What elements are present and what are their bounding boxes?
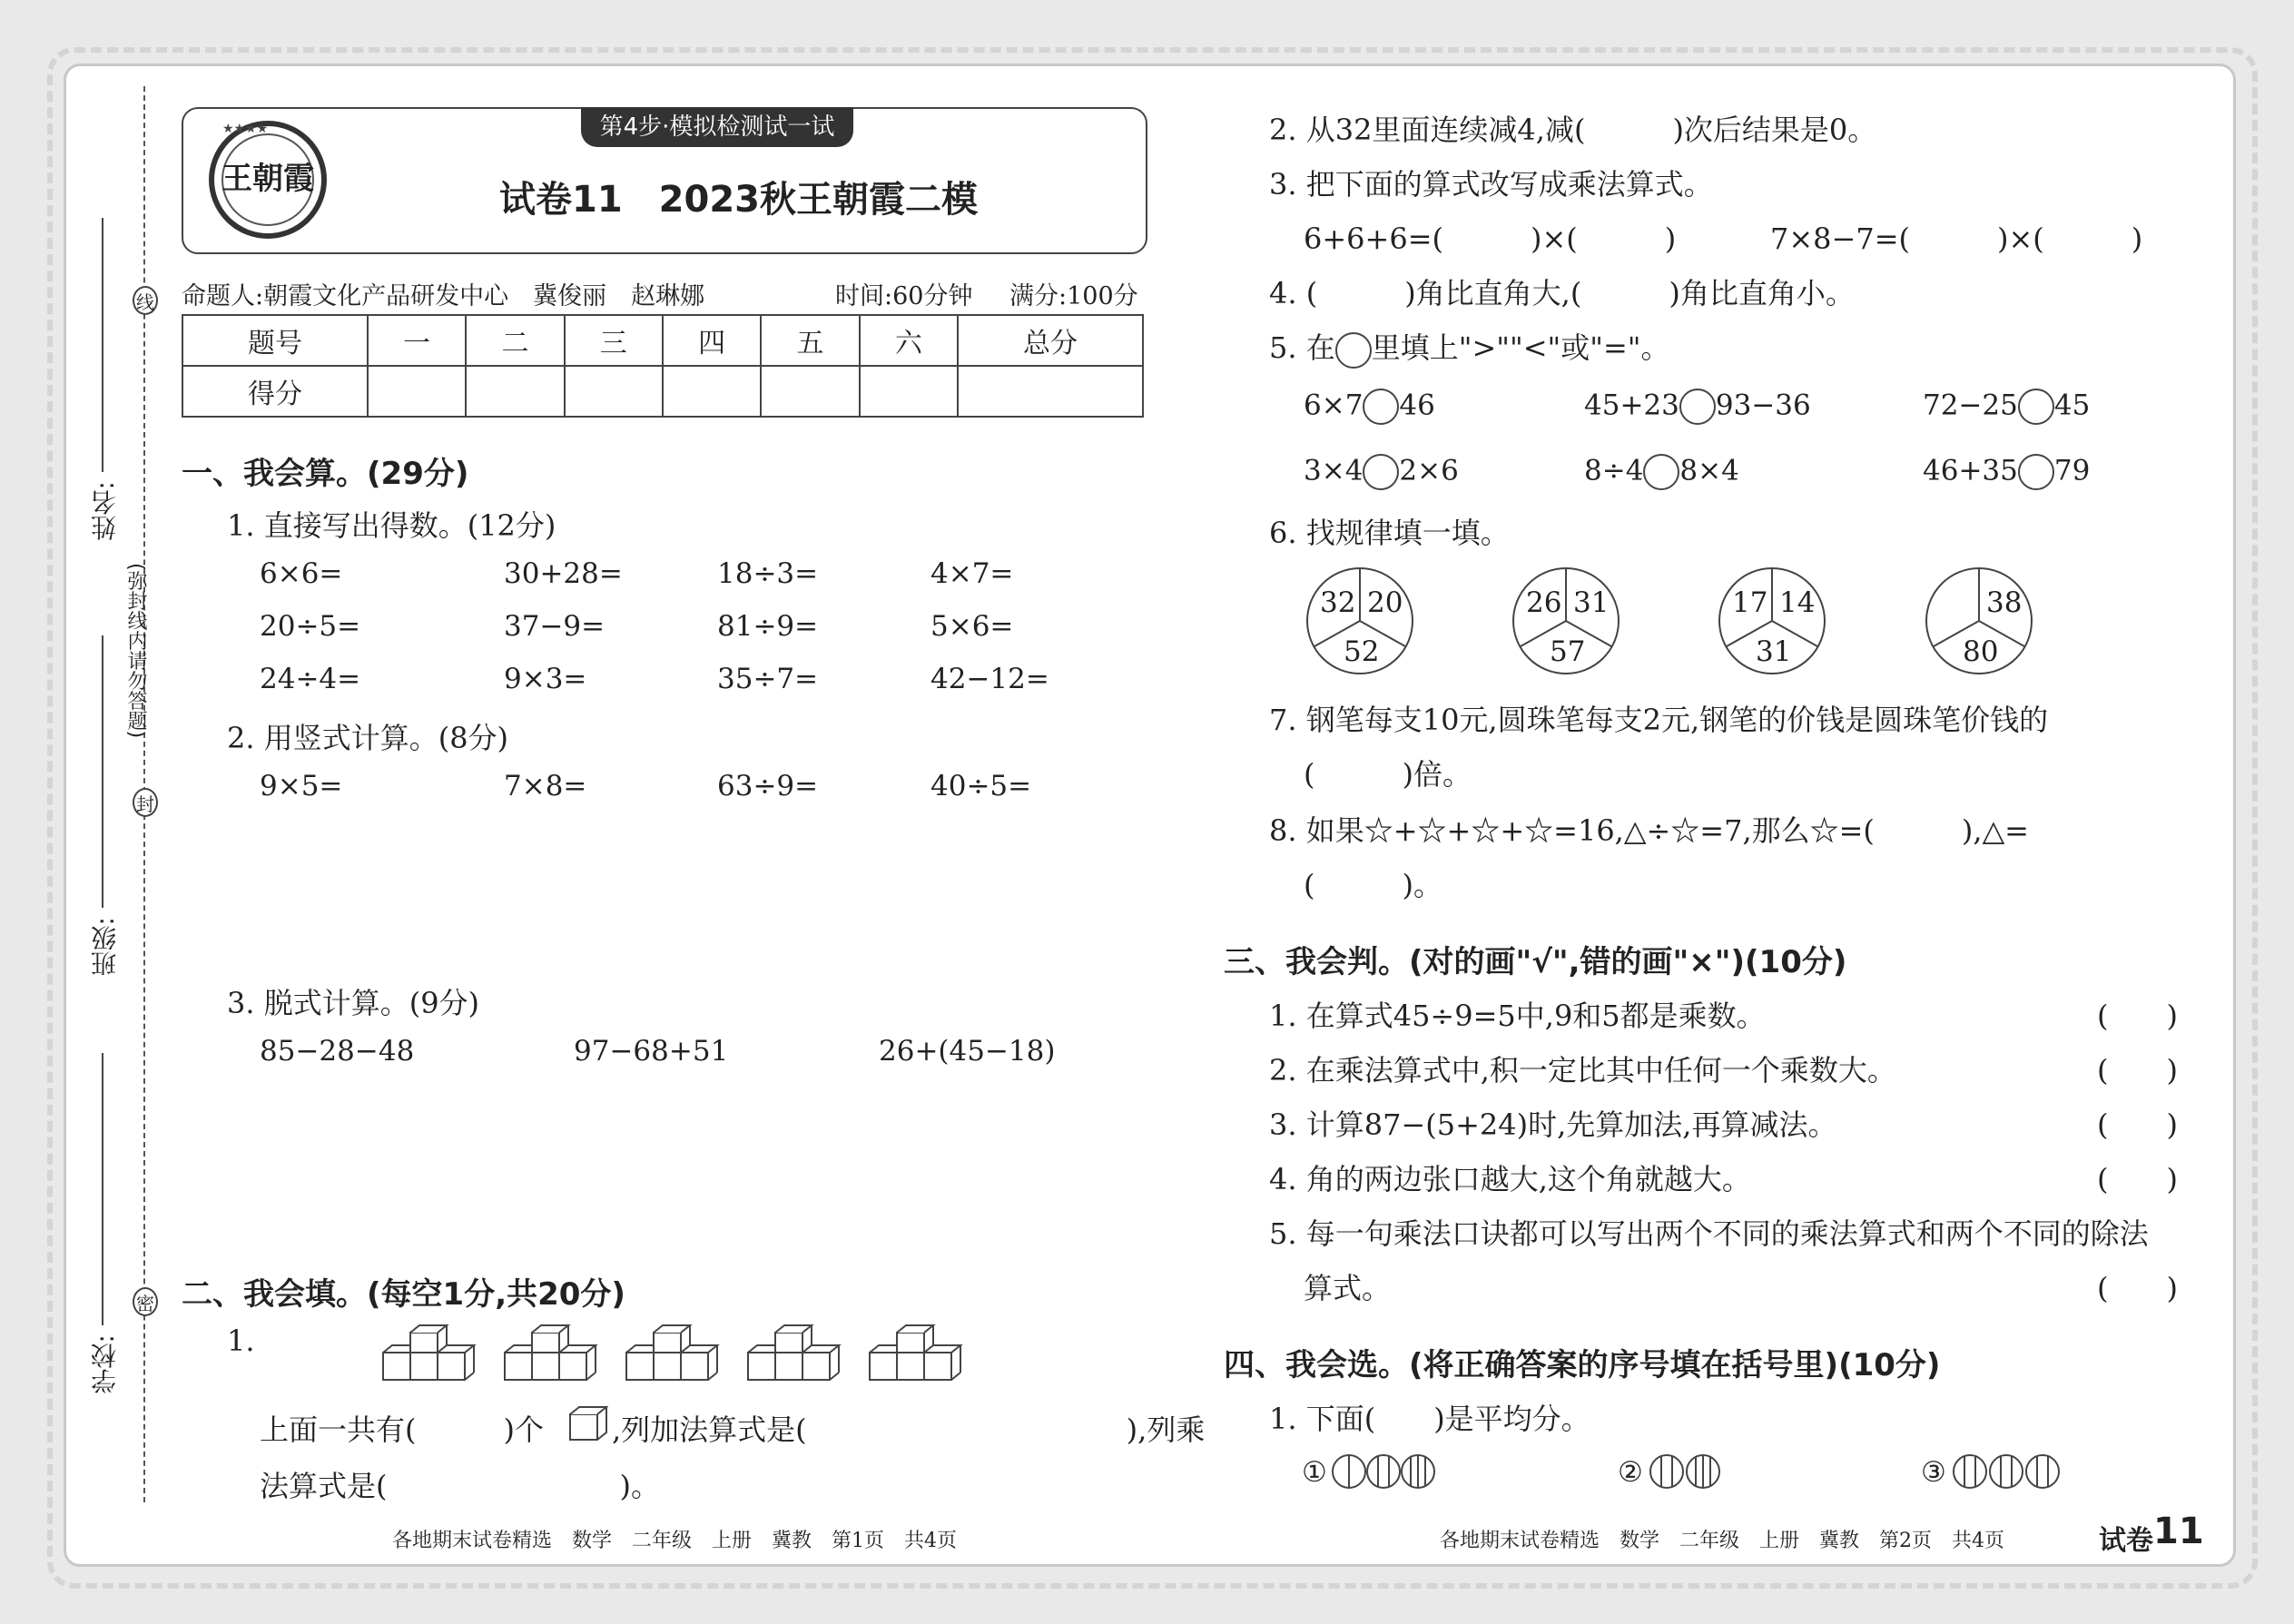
score-input[interactable]	[860, 366, 958, 417]
cube-icon	[568, 1405, 608, 1442]
calc-item: 35÷7=	[717, 663, 819, 695]
s2-q1-line1a: 上面一共有( )个	[260, 1412, 544, 1447]
calc-item: 6×6=	[260, 557, 343, 590]
brand-logo-icon	[195, 116, 340, 243]
section-4-heading: 四、我会选。(将正确答案的序号填在括号里)(10分)	[1224, 1347, 1941, 1383]
time: 时间:60分钟	[835, 282, 973, 310]
judge-item: 3. 计算87−(5+24)时,先算加法,再算减法。	[1269, 1107, 1837, 1142]
class-line	[102, 635, 103, 908]
judge-item: 1. 在算式45÷9=5中,9和5都是乘数。	[1269, 999, 1766, 1033]
step-calc-item: 26+(45−18)	[879, 1035, 1056, 1068]
section-3-heading: 三、我会判。(对的画"√",错的画"×")(10分)	[1224, 944, 1847, 980]
section-1-heading: 一、我会算。(29分)	[182, 456, 469, 492]
option-3[interactable]: ③	[1921, 1456, 1946, 1489]
q3a: 6+6+6=( )×( )	[1304, 221, 1677, 256]
judge-answer[interactable]: ( )	[2097, 1053, 2178, 1088]
score-input[interactable]	[466, 366, 564, 417]
option-3-figure-icon	[1950, 1452, 2068, 1491]
s4-q1: 1. 下面( )是平均分。	[1269, 1402, 1590, 1436]
circle-num: 31	[1756, 635, 1792, 668]
circle-num: 52	[1344, 635, 1380, 668]
s2-q1-line1b: ,列加法算式是( ),列乘	[612, 1412, 1206, 1447]
vertical-calc-item: 9×5=	[260, 770, 343, 802]
calc-item: 42−12=	[930, 663, 1049, 695]
option-1[interactable]: ①	[1302, 1456, 1327, 1489]
full-score: 满分:100分	[1009, 282, 1138, 310]
footer-right: 各地期末试卷精选 数学 二年级 上册 冀教 第2页 共4页	[1440, 1530, 2004, 1552]
vertical-calc-item: 7×8=	[504, 770, 587, 802]
score-cell: 得分	[182, 366, 368, 417]
calc-item: 81÷9=	[717, 610, 819, 643]
section-2-heading: 二、我会填。(每空1分,共20分)	[182, 1276, 625, 1313]
name-label: 姓名:	[90, 481, 120, 541]
compare-item: 3×4 2×6	[1304, 454, 1459, 490]
judge-answer[interactable]: ( )	[2097, 999, 2178, 1033]
vertical-calc-item: 40÷5=	[930, 770, 1032, 802]
judge-item: 5. 每一句乘法口诀都可以写出两个不同的乘法算式和两个不同的除法	[1269, 1216, 2149, 1251]
score-input[interactable]	[663, 366, 761, 417]
s1-q3: 3. 脱式计算。(9分)	[227, 986, 480, 1020]
score-cell: 四	[663, 315, 761, 366]
q5-text-b: 里填上">""<"或"="。	[1371, 330, 1670, 365]
q8-line1: 8. 如果☆+☆+☆+☆=16,△÷☆=7,那么☆=( ),△=	[1269, 813, 2029, 848]
circle-num: 38	[1986, 586, 2023, 619]
score-row-values	[182, 366, 1143, 417]
circle-num: 31	[1573, 586, 1610, 619]
judge-item-cont: 算式。	[1304, 1271, 1392, 1305]
name-line	[102, 218, 103, 472]
cube-figures	[381, 1324, 1253, 1387]
compare-item: 8÷4 8×4	[1584, 454, 1739, 490]
circle-num: 20	[1367, 586, 1403, 619]
score-input[interactable]	[368, 366, 466, 417]
step-calc-item: 97−68+51	[574, 1035, 729, 1068]
calc-item: 9×3=	[504, 663, 587, 695]
school-line	[102, 1053, 103, 1325]
compare-circle-icon	[1335, 332, 1372, 369]
s1-q2: 2. 用竖式计算。(8分)	[227, 721, 509, 755]
score-cell: 题号	[182, 315, 368, 366]
exam-title: 试卷11 2023秋王朝霞二模	[499, 179, 978, 221]
s2-q1-number: 1.	[227, 1324, 255, 1358]
score-cell: 总分	[958, 315, 1143, 366]
circle-num: 80	[1963, 635, 1999, 668]
q2: 2. 从32里面连续减4,减( )次后结果是0。	[1269, 113, 1877, 147]
option-1-figure-icon	[1331, 1452, 1440, 1491]
q8-line2: ( )。	[1304, 868, 1442, 902]
svg-text:★★★★: ★★★★	[222, 122, 269, 136]
calc-item: 30+28=	[504, 557, 623, 590]
seal2-char: 密	[133, 1287, 158, 1316]
score-cell: 五	[761, 315, 859, 366]
q3: 3. 把下面的算式改写成乘法算式。	[1269, 167, 1713, 202]
compare-item: 72−25 45	[1923, 389, 2090, 425]
compare-item: 6×7 46	[1304, 389, 1435, 425]
compare-circle-input[interactable]	[1643, 454, 1679, 490]
compare-circle-input[interactable]	[1363, 389, 1399, 425]
score-cell: 二	[466, 315, 564, 366]
step-banner: 第4步·模拟检测试一试	[581, 107, 853, 147]
judge-answer[interactable]: ( )	[2097, 1271, 2178, 1305]
compare-circle-input[interactable]	[1363, 454, 1399, 490]
circle-num: 17	[1732, 586, 1768, 619]
judge-answer[interactable]: ( )	[2097, 1162, 2178, 1196]
judge-answer[interactable]: ( )	[2097, 1107, 2178, 1142]
score-cell: 一	[368, 315, 466, 366]
compare-circle-input[interactable]	[2018, 454, 2054, 490]
compare-circle-input[interactable]	[1679, 389, 1716, 425]
calc-item: 24÷4=	[260, 663, 361, 695]
q5	[1269, 325, 1669, 369]
svg-text:王朝霞: 王朝霞	[222, 161, 314, 197]
option-2-figure-icon	[1647, 1452, 1728, 1491]
seal-note: (弥封线内请勿答题)	[124, 563, 147, 739]
q3b: 7×8−7=( )×( )	[1770, 221, 2143, 256]
exam-badge-label: 试卷	[2099, 1525, 2153, 1557]
school-label: 学校:	[90, 1334, 120, 1394]
calc-item: 5×6=	[930, 610, 1014, 643]
q6: 6. 找规律填一填。	[1269, 516, 1510, 550]
score-input[interactable]	[958, 366, 1143, 417]
exam-badge-number: 11	[2153, 1511, 2204, 1552]
score-row-header	[182, 315, 1143, 366]
seal-line-char: 线	[133, 286, 158, 315]
q7-line1: 7. 钢笔每支10元,圆珠笔每支2元,钢笔的价钱是圆珠笔价钱的	[1269, 703, 2049, 737]
step-calc-item: 85−28−48	[260, 1035, 415, 1068]
circle-num: 57	[1550, 635, 1586, 668]
circle-num: 26	[1526, 586, 1562, 619]
s1-q1: 1. 直接写出得数。(12分)	[227, 508, 556, 543]
q7-line2: ( )倍。	[1304, 757, 1472, 792]
authors: 命题人:朝霞文化产品研发中心 冀俊丽 赵琳娜	[182, 282, 705, 310]
score-input[interactable]	[565, 366, 663, 417]
circle-num: 14	[1779, 586, 1816, 619]
q4: 4. ( )角比直角大,( )角比直角小。	[1269, 276, 1855, 310]
judge-item: 2. 在乘法算式中,积一定比其中任何一个乘数大。	[1269, 1053, 1896, 1088]
score-cell: 三	[565, 315, 663, 366]
score-cell: 六	[860, 315, 958, 366]
score-input[interactable]	[761, 366, 859, 417]
calc-item: 20÷5=	[260, 610, 361, 643]
calc-item: 4×7=	[930, 557, 1014, 590]
judge-item: 4. 角的两边张口越大,这个角就越大。	[1269, 1162, 1751, 1196]
seal-char: 封	[133, 788, 158, 817]
circle-num: 32	[1320, 586, 1356, 619]
option-2[interactable]: ②	[1618, 1456, 1643, 1489]
compare-item: 46+35 79	[1923, 454, 2090, 490]
s2-q1-line2: 法算式是( )。	[260, 1469, 660, 1503]
q5-text: 5. 在	[1269, 330, 1335, 365]
compare-circle-input[interactable]	[2018, 389, 2054, 425]
compare-item: 45+23 93−36	[1584, 389, 1811, 425]
calc-item: 18÷3=	[717, 557, 819, 590]
footer-left: 各地期末试卷精选 数学 二年级 上册 冀教 第1页 共4页	[392, 1530, 957, 1552]
vertical-calc-item: 63÷9=	[717, 770, 819, 802]
score-table	[182, 314, 1144, 418]
calc-item: 37−9=	[504, 610, 605, 643]
class-label: 班级:	[90, 917, 120, 977]
